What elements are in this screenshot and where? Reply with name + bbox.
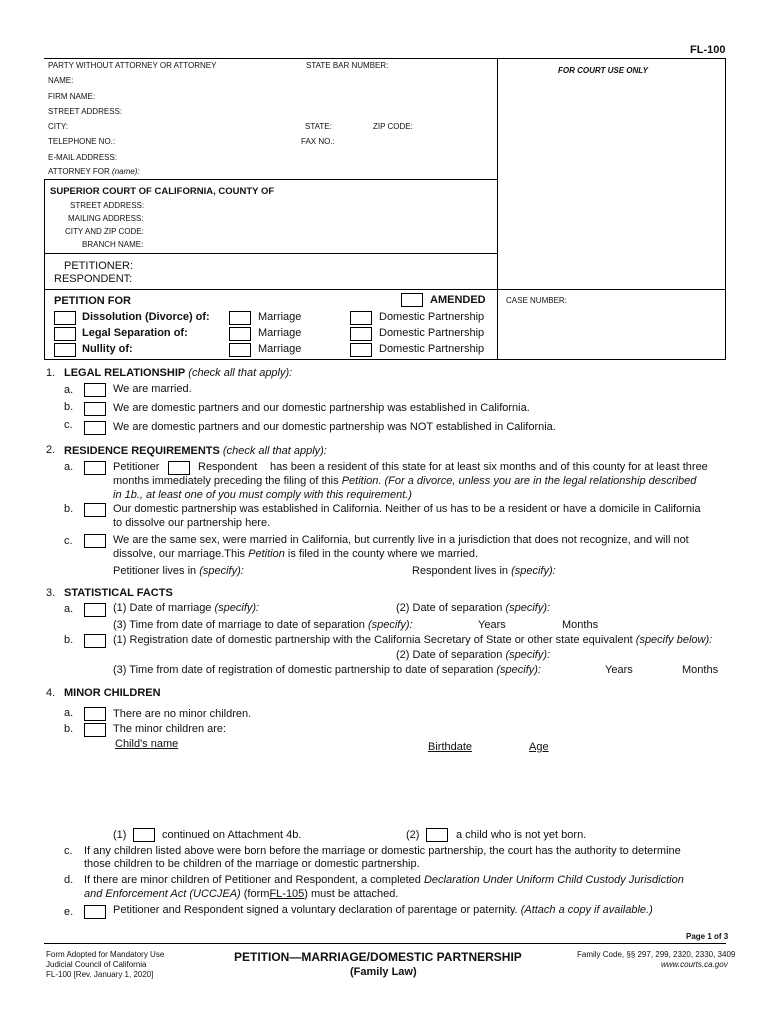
telephone-label: TELEPHONE NO.: — [48, 137, 116, 146]
section2-c-label: c. — [64, 535, 73, 547]
state-bar-number-label: STATE BAR NUMBER: — [306, 61, 389, 70]
header-vertical-divider — [497, 58, 498, 360]
section3-a-months: Months — [562, 619, 599, 631]
section4-e-main: Petitioner and Respondent signed a voluntary declaration of parentage or paternity. — [113, 904, 518, 916]
section2-a-text2 — [113, 475, 696, 487]
zip-code-label: ZIP CODE: — [373, 122, 413, 131]
registration-date-label: (1) Registration date of domestic partnership with the California Secretary of State or other state equivalent — [113, 634, 633, 646]
family-code-citation: Family Code, §§ 297, 299, 2320, 2330, 3409 — [577, 950, 736, 959]
section3-number: 3. — [46, 587, 56, 599]
unborn-number: (2) — [406, 829, 420, 841]
section1-c-text: We are domestic partners and our domestic partnership was NOT established in California. — [113, 421, 556, 433]
section3-a-years: Years — [478, 619, 506, 631]
name-label: NAME: — [48, 76, 74, 85]
nullity-marriage-checkbox[interactable] — [229, 343, 251, 357]
time-marriage-to-separation — [113, 619, 413, 631]
section4-c-text2: those children to be children of the marriage or domestic partnership. — [84, 858, 420, 870]
date-of-marriage-specify: (specify): — [214, 602, 260, 614]
section1-b-label: b. — [64, 401, 74, 413]
fax-label: FAX NO.: — [301, 137, 335, 146]
section2-number: 2. — [46, 444, 56, 456]
dissolution-marriage-checkbox[interactable] — [229, 311, 251, 325]
unborn-child-checkbox[interactable] — [426, 828, 448, 842]
section1-a-text: We are married. — [113, 383, 192, 395]
section2-a-label: a. — [64, 461, 74, 473]
section3-title: STATISTICAL FACTS — [64, 587, 173, 599]
nullity-dp-label: Domestic Partnership — [379, 343, 485, 355]
party-without-attorney-label: PARTY WITHOUT ATTORNEY OR ATTORNEY — [48, 61, 217, 70]
section2-a-text1: has been a resident of this state for at least six months and of this county for at least three — [270, 461, 708, 473]
continued-attachment-checkbox[interactable] — [133, 828, 155, 842]
date-of-marriage-label: (1) Date of marriage — [113, 602, 212, 614]
city-label: CITY: — [48, 122, 69, 131]
date-of-separation-a-label: (2) Date of separation — [396, 602, 503, 614]
nullity-marriage-label: Marriage — [258, 343, 302, 355]
respondent-label: RESPONDENT: — [54, 273, 133, 285]
court-mailing-address-label: MAILING ADDRESS: — [68, 214, 144, 223]
case-number-label: CASE NUMBER: — [506, 296, 567, 305]
header-bottom-rule — [44, 179, 498, 180]
section3-b-months: Months — [682, 664, 719, 676]
section1-a-label: a. — [64, 384, 74, 396]
dissolution-dp-label: Domestic Partnership — [379, 311, 485, 323]
section4-c-label: c. — [64, 845, 73, 857]
section4-b-checkbox[interactable] — [84, 723, 106, 737]
state-label: STATE: — [305, 122, 332, 131]
amended-checkbox[interactable] — [401, 293, 423, 307]
section4-e-text — [113, 904, 653, 916]
section2-c-text2a: dissolve, our marriage.This — [113, 548, 246, 560]
respondent-lives-in — [412, 565, 556, 577]
section1-title: LEGAL RELATIONSHIP — [64, 367, 186, 379]
dissolution-label: Dissolution (Divorce) of: — [82, 311, 210, 323]
dissolution-marriage-label: Marriage — [258, 311, 302, 323]
section4-b-label: b. — [64, 723, 74, 735]
section2-a-petition-word: Petition. — [341, 475, 382, 487]
firm-name-label: FIRM NAME: — [48, 92, 96, 101]
section4-a-text: There are no minor children. — [113, 708, 252, 720]
section2-a-respondent-checkbox[interactable] — [168, 461, 190, 475]
section4-c-text1: If any children listed above were born before the marriage or domestic partnership, the court has the authority to determine — [84, 845, 681, 857]
section4-number: 4. — [46, 687, 56, 699]
registration-date — [113, 634, 712, 646]
section1-a-checkbox[interactable] — [84, 383, 106, 397]
court-branch-name-label: BRANCH NAME: — [82, 240, 144, 249]
courts-website[interactable]: www.courts.ca.gov — [661, 960, 728, 969]
section2-b-text2: to dissolve our partnership here. — [113, 517, 271, 529]
dissolution-dp-checkbox[interactable] — [350, 311, 372, 325]
section3-a-label: a. — [64, 603, 74, 615]
section4-d-label: d. — [64, 874, 74, 886]
section4-a-checkbox[interactable] — [84, 707, 106, 721]
form-id: FL-100 — [690, 44, 726, 56]
section2-c-petition-word: Petition — [248, 548, 285, 560]
date-of-marriage — [113, 602, 259, 614]
date-of-separation-b-label: (2) Date of separation — [396, 649, 503, 661]
section2-a-text2-start: months immediately preceding the filing of this — [113, 475, 339, 487]
birthdate-column: Birthdate — [428, 741, 473, 753]
continued-attachment-text: continued on Attachment 4b. — [162, 829, 302, 841]
court-street-address-label: STREET ADDRESS: — [70, 201, 145, 210]
legal-separation-label: Legal Separation of: — [82, 327, 188, 339]
petition-bottom-rule — [44, 359, 726, 360]
section4-e-label: e. — [64, 906, 74, 918]
section1-b-checkbox[interactable] — [84, 402, 106, 416]
attorney-for-text: ATTORNEY FOR — [48, 167, 110, 176]
form-adopted-line2: Judicial Council of California — [46, 960, 147, 969]
amended-label: AMENDED — [430, 294, 486, 306]
section2-c-text2 — [113, 548, 478, 560]
separation-dp-checkbox[interactable] — [350, 327, 372, 341]
section4-d-text1 — [84, 874, 684, 886]
section1-c-checkbox[interactable] — [84, 421, 106, 435]
petitioner-lives-specify: (specify): — [199, 565, 244, 577]
age-column: Age — [529, 741, 549, 753]
section4-d-text2b: (form — [243, 888, 270, 900]
section2-b-label: b. — [64, 503, 74, 515]
section2-a-petitioner-checkbox[interactable] — [84, 461, 106, 475]
date-of-separation-a-specify: (specify): — [505, 602, 551, 614]
section4-d-text2a: and Enforcement Act (UCCJEA) — [84, 888, 241, 900]
section3-b-years: Years — [605, 664, 633, 676]
court-bottom-rule — [44, 253, 498, 254]
section2-c-text2c: is filed in the county where we married. — [287, 548, 479, 560]
section2-b-checkbox[interactable] — [84, 503, 106, 517]
page-number: Page 1 of 3 — [686, 932, 729, 941]
date-of-separation-b — [396, 649, 550, 661]
section1-number: 1. — [46, 367, 56, 379]
parties-bottom-rule — [44, 289, 726, 290]
section4-b-text: The minor children are: — [113, 723, 227, 735]
legal-separation-checkbox[interactable] — [54, 327, 76, 341]
section3-b-checkbox[interactable] — [84, 634, 106, 648]
section4-d-text1a: If there are minor children of Petitioner and Respondent, a completed — [84, 874, 421, 886]
childs-name-column: Child's name — [115, 738, 179, 750]
section4-title: MINOR CHILDREN — [64, 687, 161, 699]
separation-dp-label: Domestic Partnership — [379, 327, 485, 339]
header-top-rule — [44, 58, 726, 59]
section1-heading — [64, 367, 292, 379]
time-marriage-to-separation-specify: (specify): — [367, 619, 413, 631]
time-registration-to-separation-specify: (specify): — [496, 664, 541, 676]
section2-a-text2-note: (For a divorce, unless you are in the legal relationship described — [384, 475, 697, 487]
section3-b-label: b. — [64, 634, 74, 646]
footer-rule — [44, 943, 726, 944]
dissolution-checkbox[interactable] — [54, 311, 76, 325]
section2-a-text3: in 1b., at least one of you must comply with this requirement.) — [113, 489, 412, 501]
section2-c-checkbox[interactable] — [84, 534, 106, 548]
section4-d-text2 — [84, 888, 398, 900]
court-title: SUPERIOR COURT OF CALIFORNIA, COUNTY OF — [50, 186, 275, 197]
section1-b-text: We are domestic partners and our domestic partnership was established in California. — [113, 402, 530, 414]
section2-title: RESIDENCE REQUIREMENTS — [64, 445, 220, 457]
section4-d-text2c: ) must be attached. — [304, 888, 399, 900]
continued-number: (1) — [113, 829, 127, 841]
fl-105-link[interactable]: FL-105 — [269, 888, 305, 900]
nullity-dp-checkbox[interactable] — [350, 343, 372, 357]
petitioner-lives-label: Petitioner lives in — [113, 565, 197, 577]
email-label: E-MAIL ADDRESS: — [48, 153, 118, 162]
section2-b-text1: Our domestic partnership was established in California. Neither of us has to be a resident or have a domicile in California — [113, 503, 701, 515]
separation-marriage-checkbox[interactable] — [229, 327, 251, 341]
header-right-rule — [725, 58, 726, 360]
for-court-use-only-label: FOR COURT USE ONLY — [558, 66, 648, 75]
time-registration-to-separation — [113, 664, 541, 676]
form-adopted-line1: Form Adopted for Mandatory Use — [46, 950, 165, 959]
petition-for-title: PETITION FOR — [54, 295, 131, 307]
unborn-child-text: a child who is not yet born. — [456, 829, 587, 841]
petition-left-rule — [44, 289, 45, 360]
court-left-rule — [44, 179, 45, 290]
section2-heading — [64, 445, 327, 457]
attorney-for-label — [48, 167, 140, 176]
form-title: PETITION—MARRIAGE/DOMESTIC PARTNERSHIP — [234, 950, 522, 964]
date-of-separation-a — [396, 602, 550, 614]
attorney-for-name-label: (name): — [112, 167, 140, 176]
registration-date-specify: (specify below): — [635, 634, 713, 646]
section2-a-petitioner-label: Petitioner — [113, 461, 160, 473]
section2-c-text1: We are the same sex, were married in California, but currently live in a jurisdiction that does not recognize, and will not — [113, 534, 689, 546]
respondent-lives-label: Respondent lives in — [412, 565, 509, 577]
petitioner-lives-in — [113, 565, 244, 577]
section1-c-label: c. — [64, 419, 73, 431]
section4-e-checkbox[interactable] — [84, 905, 106, 919]
section4-e-note: (Attach a copy if available.) — [520, 904, 653, 916]
petitioner-label: PETITIONER: — [64, 260, 134, 272]
nullity-label: Nullity of: — [82, 343, 133, 355]
respondent-lives-specify: (specify): — [511, 565, 556, 577]
separation-marriage-label: Marriage — [258, 327, 302, 339]
nullity-checkbox[interactable] — [54, 343, 76, 357]
form-adopted-line3: FL-100 [Rev. January 1, 2020] — [46, 970, 154, 979]
section4-d-text1b: Declaration Under Uniform Child Custody Jurisdiction — [423, 874, 684, 886]
time-registration-to-separation-label: (3) Time from date of registration of domestic partnership to date of separation — [113, 664, 494, 676]
court-city-zip-label: CITY AND ZIP CODE: — [65, 227, 144, 236]
form-subtitle: (Family Law) — [350, 966, 417, 978]
section2-a-respondent-label: Respondent — [198, 461, 258, 473]
section1-note: (check all that apply): — [188, 367, 293, 379]
section2-note: (check all that apply): — [222, 445, 327, 457]
date-of-separation-b-specify: (specify): — [505, 649, 551, 661]
section3-a-checkbox[interactable] — [84, 603, 106, 617]
time-marriage-to-separation-label: (3) Time from date of marriage to date of separation — [113, 619, 365, 631]
section4-a-label: a. — [64, 707, 74, 719]
street-address-label: STREET ADDRESS: — [48, 107, 123, 116]
